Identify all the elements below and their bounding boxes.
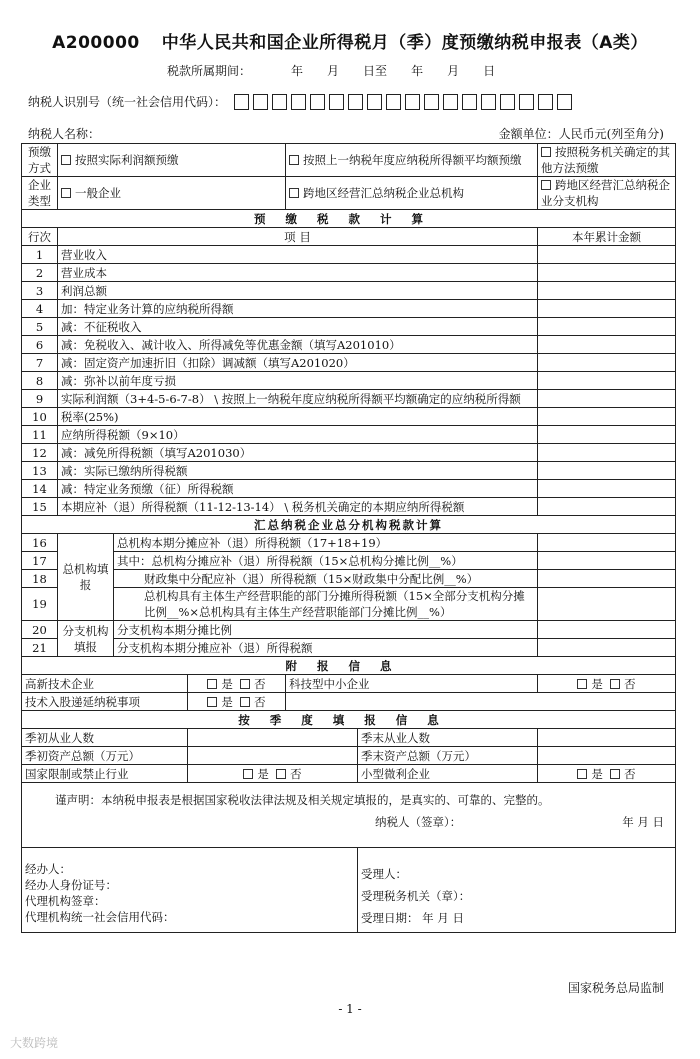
table-cell: 21 — [22, 639, 58, 657]
table-cell: 营业收入 — [58, 246, 538, 264]
id-digit-box[interactable] — [443, 94, 458, 110]
table-row — [22, 588, 676, 621]
table-row — [22, 711, 676, 729]
table-cell: 总机构具有主体生产经营职能的部门分摊所得税额（15×全部分支机构分摊比例__%×总机构具有主体生产经营职能部门分摊比例__%） — [114, 588, 538, 621]
section-consolidated-title: 汇总纳税企业总分机构税款计算 — [22, 516, 676, 534]
col-line-no: 行次 — [22, 228, 58, 246]
period-year-start[interactable]: 年 — [291, 64, 304, 78]
form-title-text: 中华人民共和国企业所得税月（季）度预缴纳税申报表（A类） — [161, 33, 648, 53]
table-cell: 15 — [22, 498, 58, 516]
tech-equity-yesno[interactable]: 是 否 — [188, 693, 286, 711]
table-cell: 减：免税收入、减计收入、所得减免等优惠金额（填写A201010） — [58, 336, 538, 354]
amount-input[interactable] — [538, 354, 676, 372]
small-micro-yesno[interactable]: 是 否 — [538, 765, 676, 783]
taxpayer-signature[interactable]: 纳税人（签章）： — [375, 815, 462, 829]
table-cell: 税率(25%) — [58, 408, 538, 426]
table-cell: 19 — [22, 588, 58, 621]
table-cell: 减：固定资产加速折旧（扣除）调减额（填写A201020） — [58, 354, 538, 372]
tax-office-field[interactable]: 受理税务机关（章）： — [361, 889, 471, 903]
id-digit-box[interactable] — [329, 94, 344, 110]
column-header-row — [22, 228, 676, 246]
col-item: 项 目 — [58, 228, 538, 246]
hq-label: 总机构填报 — [58, 534, 114, 621]
declaration-text: 谨声明：本纳税申报表是根据国家税收法律法规及相关规定填报的，是真实的、可靠的、完整的。 — [55, 793, 550, 807]
declaration-block — [22, 783, 676, 848]
id-digit-box[interactable] — [253, 94, 268, 110]
enterprise-option-general[interactable]: 一般企业 — [58, 177, 286, 210]
table-cell: 减：弥补以前年度亏损 — [58, 372, 538, 390]
checkbox-icon[interactable] — [610, 769, 620, 779]
section-quarterly-title: 按季度填报信息 — [22, 711, 676, 729]
section-prepay-calc-title: 预缴税款计算 — [22, 210, 676, 228]
table-cell: 利润总额 — [58, 282, 538, 300]
amount-input[interactable] — [538, 480, 676, 498]
table-row — [22, 639, 676, 657]
amount-input[interactable] — [538, 390, 676, 408]
table-row — [22, 783, 676, 848]
table-cell: 16 — [22, 534, 58, 552]
table-cell: 高新技术企业 — [22, 675, 188, 693]
amount-input[interactable] — [538, 588, 676, 621]
table-row — [22, 318, 676, 336]
checkbox-icon[interactable] — [610, 679, 620, 689]
table-cell — [286, 693, 676, 711]
receiver-field[interactable]: 受理人： — [361, 867, 407, 881]
table-row — [22, 480, 676, 498]
table-cell: 季末从业人数 — [358, 729, 538, 747]
table-row — [22, 408, 676, 426]
receive-date-field[interactable]: 受理日期： 年 月 日 — [361, 911, 464, 925]
prepay-option-other[interactable]: 按照税务机关确定的其他方法预缴 — [538, 144, 676, 177]
id-digit-box[interactable] — [557, 94, 572, 110]
amount-input[interactable] — [538, 282, 676, 300]
taxpayer-id-label: 纳税人识别号（统一社会信用代码）： — [28, 95, 227, 109]
table-row — [22, 426, 676, 444]
table-row — [22, 210, 676, 228]
amount-input[interactable] — [538, 408, 676, 426]
table-cell: 20 — [22, 621, 58, 639]
prepay-option-average[interactable]: 按照上一纳税年度应纳税所得额平均额预缴 — [286, 144, 538, 177]
table-row — [22, 657, 676, 675]
form-title — [0, 28, 700, 53]
attached-row-1 — [22, 675, 676, 693]
table-row — [22, 534, 676, 552]
table-row — [22, 246, 676, 264]
checkbox-icon[interactable] — [541, 147, 551, 157]
quarter-row-3 — [22, 765, 676, 783]
table-row — [22, 444, 676, 462]
table-cell: 科技型中小企业 — [286, 675, 538, 693]
table-cell: 减：减免所得税额（填写A201030） — [58, 444, 538, 462]
table-cell: 应纳所得税额（9×10） — [58, 426, 538, 444]
branch-label: 分支机构填报 — [58, 621, 114, 657]
table-row — [22, 552, 676, 570]
period-day-end[interactable]: 日 — [483, 64, 496, 78]
id-digit-box[interactable] — [424, 94, 439, 110]
table-cell: 17 — [22, 552, 58, 570]
table-row — [22, 621, 676, 639]
table-cell: 加：特定业务计算的应纳税所得额 — [58, 300, 538, 318]
table-row — [22, 264, 676, 282]
table-cell: 总机构本期分摊应补（退）所得税额（17+18+19） — [114, 534, 538, 552]
form-code: A200000 — [52, 33, 140, 53]
table-cell: 国家限制或禁止行业 — [22, 765, 188, 783]
checkbox-icon[interactable] — [240, 697, 250, 707]
id-digit-box[interactable] — [272, 94, 287, 110]
quarter-end-assets-input[interactable] — [538, 747, 676, 765]
id-digit-box[interactable] — [234, 94, 249, 110]
table-cell: 分支机构本期分摊应补（退）所得税额 — [114, 639, 538, 657]
amount-input[interactable] — [538, 444, 676, 462]
table-cell: 减：实际已缴纳所得税额 — [58, 462, 538, 480]
section-attached-info-title: 附报信息 — [22, 657, 676, 675]
amount-input[interactable] — [538, 426, 676, 444]
period-month-end[interactable]: 月 — [447, 64, 460, 78]
table-cell: 技术入股递延纳税事项 — [22, 693, 188, 711]
prepay-method-row — [22, 144, 676, 177]
prepay-option-actual[interactable]: 按照实际利润额预缴 — [58, 144, 286, 177]
taxpayer-name-label: 纳税人名称： — [28, 127, 101, 141]
agency-code-field[interactable]: 代理机构统一社会信用代码： — [25, 910, 175, 924]
table-cell: 小型微利企业 — [358, 765, 538, 783]
id-digit-box[interactable] — [405, 94, 420, 110]
period-year-end[interactable]: 年 — [411, 64, 424, 78]
watermark: 大数跨境 — [10, 1036, 59, 1050]
table-row — [22, 462, 676, 480]
table-cell: 14 — [22, 480, 58, 498]
table-row — [22, 300, 676, 318]
table-row — [22, 336, 676, 354]
table-row — [22, 498, 676, 516]
amount-input[interactable] — [538, 621, 676, 639]
enterprise-option-hq[interactable]: 跨地区经营汇总纳税企业总机构 — [286, 177, 538, 210]
table-cell: 季初从业人数 — [22, 729, 188, 747]
page-number: - 1 - — [338, 1002, 362, 1016]
amount-input[interactable] — [538, 372, 676, 390]
id-digit-box[interactable] — [386, 94, 401, 110]
table-cell: 8 — [22, 372, 58, 390]
table-cell: 营业成本 — [58, 264, 538, 282]
quarter-row-2 — [22, 747, 676, 765]
attached-row-2 — [22, 693, 676, 711]
table-cell: 11 — [22, 426, 58, 444]
table-cell: 4 — [22, 300, 58, 318]
id-digit-box[interactable] — [519, 94, 534, 110]
table-cell: 7 — [22, 354, 58, 372]
table-row — [22, 354, 676, 372]
agent-field[interactable]: 经办人： — [25, 862, 71, 876]
amount-input[interactable] — [538, 639, 676, 657]
checkbox-icon[interactable] — [577, 769, 587, 779]
id-digit-box[interactable] — [348, 94, 363, 110]
agency-seal-field[interactable]: 代理机构签章： — [25, 894, 106, 908]
table-row — [22, 516, 676, 534]
table-row — [22, 848, 676, 933]
quarter-end-employees-input[interactable] — [538, 729, 676, 747]
id-digit-box[interactable] — [310, 94, 325, 110]
id-digit-box[interactable] — [367, 94, 382, 110]
table-row — [22, 390, 676, 408]
amount-input[interactable] — [538, 552, 676, 570]
amount-input[interactable] — [538, 300, 676, 318]
table-cell: 6 — [22, 336, 58, 354]
table-cell: 其中：总机构分摊应补（退）所得税额（15×总机构分摊比例__%） — [114, 552, 538, 570]
amount-input[interactable] — [538, 318, 676, 336]
sme-tech-yesno[interactable]: 是 否 — [538, 675, 676, 693]
table-cell: 18 — [22, 570, 58, 588]
declaration-date[interactable]: 年 月 日 — [622, 815, 665, 829]
id-digit-box[interactable] — [481, 94, 496, 110]
table-row — [22, 570, 676, 588]
declaration-table — [21, 143, 676, 933]
quarter-start-employees-input[interactable] — [188, 729, 358, 747]
period-label: 税款所属期间： — [167, 64, 252, 78]
amount-input[interactable] — [538, 264, 676, 282]
table-cell: 财政集中分配应补（退）所得税额（15×财政集中分配比例__%） — [114, 570, 538, 588]
table-cell: 10 — [22, 408, 58, 426]
table-cell: 1 — [22, 246, 58, 264]
table-cell: 实际利润额（3+4-5-6-7-8） \ 按照上一纳税年度应纳税所得额平均额确定的应纳税所得额 — [58, 390, 538, 408]
checkbox-icon[interactable] — [276, 769, 286, 779]
table-cell: 减：特定业务预缴（征）所得税额 — [58, 480, 538, 498]
checkbox-icon[interactable] — [207, 679, 217, 689]
checkbox-icon[interactable] — [243, 769, 253, 779]
taxpayer-id-row — [28, 93, 576, 110]
prepay-label: 预缴方式 — [22, 144, 58, 177]
table-cell: 减：不征税收入 — [58, 318, 538, 336]
table-cell: 5 — [22, 318, 58, 336]
id-digit-box[interactable] — [291, 94, 306, 110]
amount-input[interactable] — [538, 534, 676, 552]
table-cell: 2 — [22, 264, 58, 282]
checkbox-icon[interactable] — [577, 679, 587, 689]
id-digit-box[interactable] — [500, 94, 515, 110]
table-row — [22, 282, 676, 300]
id-digit-box[interactable] — [538, 94, 553, 110]
table-row — [22, 372, 676, 390]
enterprise-option-branch[interactable]: 跨地区经营汇总纳税企业分支机构 — [538, 177, 676, 210]
table-cell: 3 — [22, 282, 58, 300]
table-cell: 季初资产总额（万元） — [22, 747, 188, 765]
amount-input[interactable] — [538, 570, 676, 588]
high-tech-yesno[interactable]: 是 否 — [188, 675, 286, 693]
period-day-start[interactable]: 日至 — [363, 64, 388, 78]
period-month-start[interactable]: 月 — [327, 64, 340, 78]
tax-period — [167, 62, 519, 79]
taxpayer-id-boxes[interactable] — [234, 94, 576, 110]
amount-input[interactable] — [538, 246, 676, 264]
table-cell: 9 — [22, 390, 58, 408]
checkbox-icon[interactable] — [61, 155, 71, 165]
checkbox-icon[interactable] — [541, 180, 551, 190]
checkbox-icon[interactable] — [240, 679, 250, 689]
col-amount: 本年累计金额 — [538, 228, 676, 246]
table-cell: 本期应补（退）所得税额（11-12-13-14） \ 税务机关确定的本期应纳所得税额 — [58, 498, 538, 516]
amount-input[interactable] — [538, 498, 676, 516]
enterprise-type-row — [22, 177, 676, 210]
checkbox-icon[interactable] — [207, 697, 217, 707]
checkbox-icon[interactable] — [61, 188, 71, 198]
quarter-start-assets-input[interactable] — [188, 747, 358, 765]
id-digit-box[interactable] — [462, 94, 477, 110]
amount-unit: 金额单位：人民币元(列至角分) — [498, 127, 664, 141]
receiver-block — [358, 848, 676, 933]
table-cell: 13 — [22, 462, 58, 480]
agent-id-field[interactable]: 经办人身份证号： — [25, 878, 117, 892]
checkbox-icon[interactable] — [289, 188, 299, 198]
quarter-row-1 — [22, 729, 676, 747]
table-cell: 季末资产总额（万元） — [358, 747, 538, 765]
supervisor-text: 国家税务总局监制 — [567, 981, 664, 995]
enterprise-label: 企业类型 — [22, 177, 58, 210]
amount-input[interactable] — [538, 462, 676, 480]
table-cell: 12 — [22, 444, 58, 462]
checkbox-icon[interactable] — [289, 155, 299, 165]
amount-input[interactable] — [538, 336, 676, 354]
restricted-industry-yesno[interactable]: 是 否 — [188, 765, 358, 783]
table-cell: 分支机构本期分摊比例 — [114, 621, 538, 639]
agent-block — [22, 848, 358, 933]
